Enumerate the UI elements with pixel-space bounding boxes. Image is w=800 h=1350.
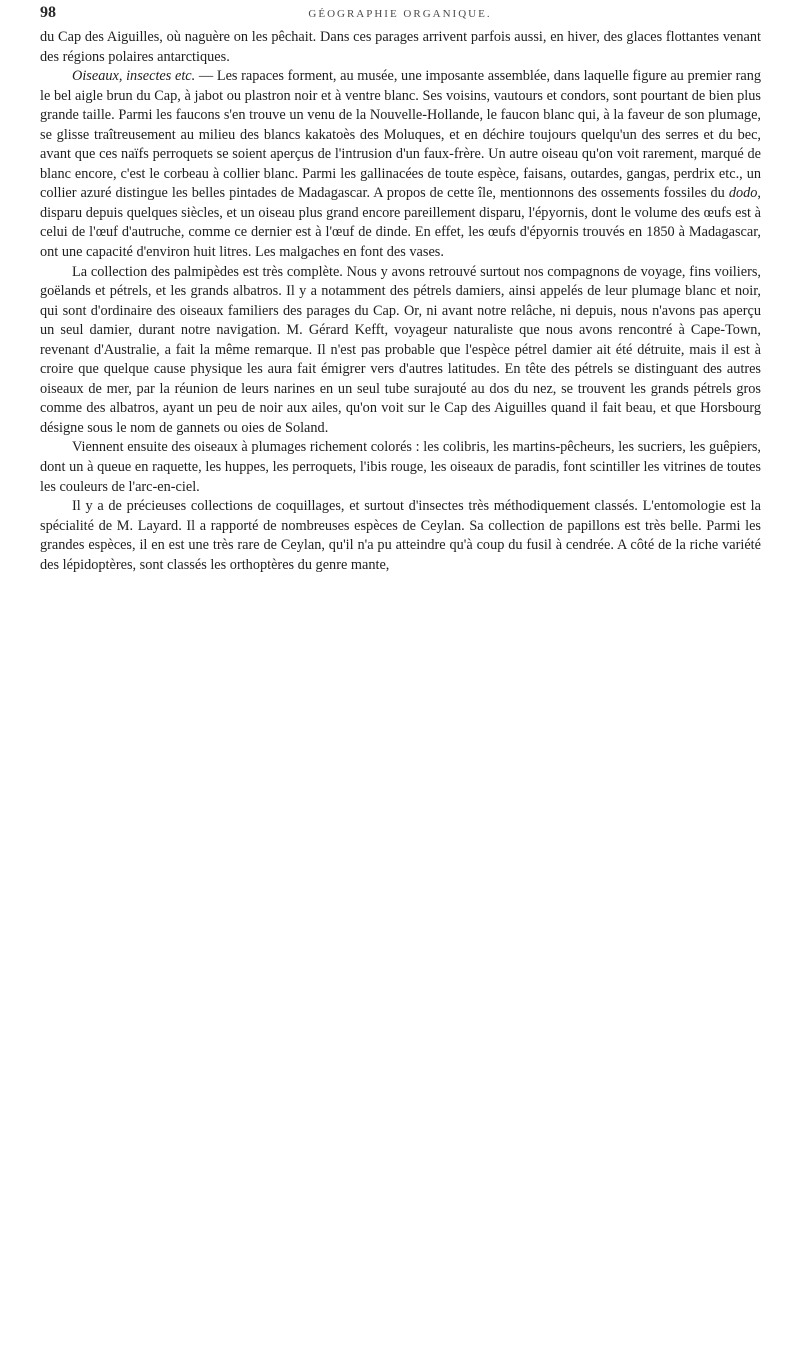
- paragraph-text: — Les rapaces forment, au musée, une imposante assemblée, dans laquelle figure au premier rang le bel aigle brun du Cap, à jabot ou plastron noir et à ventre blanc. Ses voisins, vautours et condors, sont pourtant de bien plus grande taille. Parmi les faucons s'en trouve un venu de la Nouvelle-Hollande, le faucon blanc qui, à la faveur de son plumage, se glisse traîtreusement au milieu des blancs kakatoès des Moluques, et en déchire toujours quelqu'un des serres et du bec, avant que ces naïfs perroquets se soient aperçus de l'intrusion d'un faux-frère. Un autre oiseau qu'on voit rarement, marqué de blanc encore, c'est le corbeau à collier blanc. Parmi les gallinacées de toute espèce, faisans, outardes, gangas, perdrix etc., un collier azuré distingue les belles pintades de Madagascar. A propos de cette île, mentionnons des ossements fossiles du: [40, 68, 761, 202]
- paragraph: [40, 28, 761, 67]
- paragraph-text: Viennent ensuite des oiseaux à plumages richement colorés : les colibris, les martins-pêcheurs, les sucriers, les guêpiers, dont un à queue en raquette, les huppes, les perroquets, l'ibis rouge, les oiseaux de paradis, font scintiller les vitrines de toutes les couleurs de l'arc-en-ciel.: [40, 439, 761, 495]
- page-header: [0, 2, 800, 24]
- paragraph: [40, 438, 761, 497]
- italic-term: dodo: [728, 185, 758, 202]
- paragraph: [40, 67, 761, 262]
- paragraph-text: La collection des palmipèdes est très complète. Nous y avons retrouvé surtout nos compagnons de voyage, fins voiliers, goëlands et pétrels, et les grands albatros. Il y a notamment des pétrels damiers, ainsi appelés de leur plumage blanc et noir, qui sont d'ordinaire des oiseaux familiers des parages du Cap. Or, ni avant notre relâche, ni depuis, nous n'avons pas aperçu un seul damier, durant notre navigation. M. Gérard Kefft, voyageur naturaliste que nous avons rencontré à Cape-Town, revenant d'Australie, a fait la même remarque. Il n'est pas probable que l'espèce pétrel damier ait été détruite, mais il est à croire que quelque cause physique les aura fait émigrer vers d'autres latitudes. En tête des pétrels se distinguant des autres oiseaux de mer, par la réunion de leurs narines en un seul tube surajouté au dos du nez, se trouvent les grands pétrels gros comme des albatros, ayant un peu de noir aux ailes, qu'on voit sur le Cap des Aiguilles quand il fait beau, et que Horsbourg désigne sous le nom de gannets ou oies de Soland.: [40, 263, 761, 436]
- paragraph: [40, 263, 761, 439]
- section-lead: Oiseaux, insectes etc.: [72, 68, 196, 85]
- paragraph-text: , disparu depuis quelques siècles, et un oiseau plus grand encore pareillement disparu, l'épyornis, dont le volume des œufs est à celui de l'œuf d'autruche, comme ce dernier est à l'œuf de dinde. En effet, les œufs d'épyornis trouvés en 1850 à Madagascar, ont une capacité d'environ huit litres. Les malgaches en font des vases.: [40, 185, 761, 261]
- body-text: [40, 28, 761, 575]
- paragraph-text: Il y a de précieuses collections de coquillages, et surtout d'insectes très méthodiquement classés. L'entomologie est la spécialité de M. Layard. Il a rapporté de nombreuses espèces de Ceylan. Sa collection de papillons est très belle. Parmi les grandes espèces, il en est une très rare de Ceylan, qu'il n'a pu atteindre qu'à coup du fusil à cendrée. A côté de la riche variété des lépidoptères, sont classés les orthoptères du genre mante,: [40, 498, 761, 573]
- page-number: 98: [40, 4, 56, 21]
- running-head: GÉOGRAPHIE ORGANIQUE.: [308, 8, 492, 20]
- paragraph: [40, 497, 761, 575]
- paragraph-text: du Cap des Aiguilles, où naguère on les pêchait. Dans ces parages arrivent parfois aussi, en hiver, des glaces flottantes venant des régions polaires antarctiques.: [40, 29, 761, 65]
